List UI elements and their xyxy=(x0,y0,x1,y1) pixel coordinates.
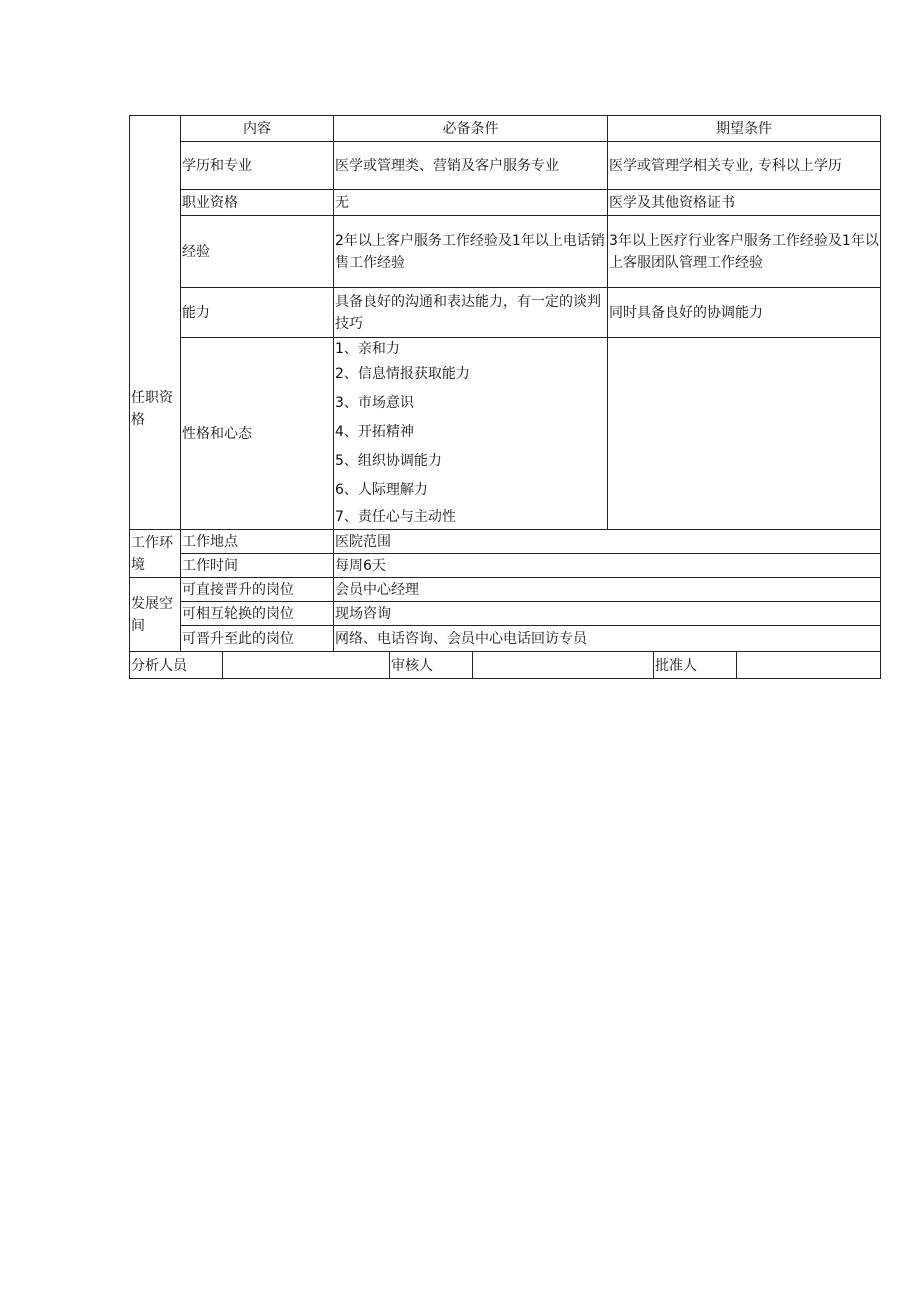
promote-from-label: 可晋升至此的岗位 xyxy=(181,626,334,652)
trait-item: 5、组织协调能力 xyxy=(335,453,442,469)
promote-to-row xyxy=(130,578,881,602)
location-row xyxy=(130,530,881,554)
ability-expected: 同时具备良好的协调能力 xyxy=(608,288,881,338)
ability-row xyxy=(130,288,881,338)
trait-item: 1、亲和力 xyxy=(335,341,400,357)
qualification-section-label xyxy=(130,116,181,530)
education-required: 医学或管理类、营销及客户服务专业 xyxy=(334,142,608,190)
experience-label: 经验 xyxy=(181,216,334,288)
trait-item: 2、信息情报获取能力 xyxy=(335,366,470,382)
certificate-expected: 医学及其他资格证书 xyxy=(608,190,881,216)
personality-traits xyxy=(334,338,608,530)
location-label: 工作地点 xyxy=(181,530,334,554)
signoff-row xyxy=(130,652,881,679)
trait-item: 6、人际理解力 xyxy=(335,482,428,498)
rotate-label: 可相互轮换的岗位 xyxy=(181,602,334,626)
hours-value: 每周6天 xyxy=(334,554,881,578)
experience-required: 2年以上客户服务工作经验及1年以上电话销售工作经验 xyxy=(334,216,608,288)
reviewer-value[interactable] xyxy=(473,652,654,679)
experience-row xyxy=(130,216,881,288)
reviewer-label: 审核人 xyxy=(390,652,473,679)
certificate-required: 无 xyxy=(334,190,608,216)
rotate-value: 现场咨询 xyxy=(334,602,881,626)
promote-to-label: 可直接晋升的岗位 xyxy=(181,578,334,602)
promote-from-value: 网络、电话咨询、会员中心电话回访专员 xyxy=(334,626,881,652)
certificate-label: 职业资格 xyxy=(181,190,334,216)
education-expected: 医学或管理学相关专业, 专科以上学历 xyxy=(608,142,881,190)
qualification-table xyxy=(129,115,881,652)
promote-from-row xyxy=(130,626,881,652)
trait-item: 3、市场意识 xyxy=(335,395,414,411)
header-row xyxy=(130,116,881,142)
header-required: 必备条件 xyxy=(334,116,608,142)
experience-expected: 3年以上医疗行业客户服务工作经验及1年以上客服团队管理工作经验 xyxy=(608,216,881,288)
development-section-label: 发展空间 xyxy=(130,578,181,652)
education-label: 学历和专业 xyxy=(181,142,334,190)
promote-to-value: 会员中心经理 xyxy=(334,578,881,602)
education-row xyxy=(130,142,881,190)
location-value: 医院范围 xyxy=(334,530,881,554)
trait-item: 4、开拓精神 xyxy=(335,424,414,440)
job-description-sheet xyxy=(129,115,880,679)
trait-item: 7、责任心与主动性 xyxy=(335,509,456,525)
qualification-label-text: 任职资格 xyxy=(131,389,173,428)
header-expected: 期望条件 xyxy=(608,116,881,142)
ability-label: 能力 xyxy=(181,288,334,338)
personality-row xyxy=(130,338,881,530)
analyst-value[interactable] xyxy=(223,652,390,679)
environment-section-label: 工作环境 xyxy=(130,530,181,578)
approver-label: 批准人 xyxy=(654,652,737,679)
ability-required: 具备良好的沟通和表达能力，有一定的谈判技巧 xyxy=(334,288,608,338)
analyst-label: 分析人员 xyxy=(130,652,223,679)
certificate-row xyxy=(130,190,881,216)
hours-label: 工作时间 xyxy=(181,554,334,578)
signoff-table xyxy=(129,651,881,679)
approver-value[interactable] xyxy=(737,652,881,679)
personality-label: 性格和心态 xyxy=(181,338,334,530)
hours-row xyxy=(130,554,881,578)
personality-expected xyxy=(608,338,881,530)
header-content: 内容 xyxy=(181,116,334,142)
rotate-row xyxy=(130,602,881,626)
